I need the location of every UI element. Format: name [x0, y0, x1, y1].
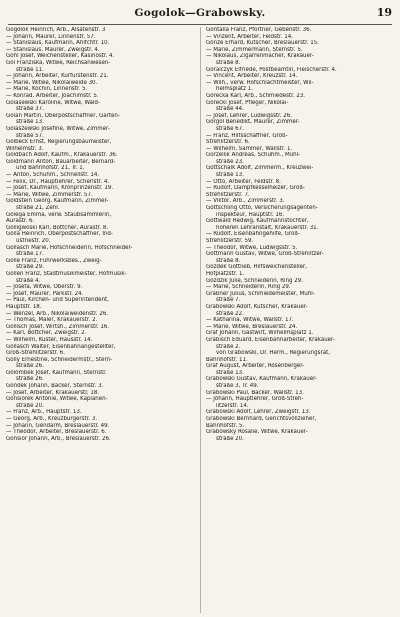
directory-entry-line: Gollasch Walter, Eisenbahnangestellter,: [6, 343, 116, 350]
directory-entry-line: — Wilhelm, Küster, Hausstr. 14.: [6, 336, 93, 343]
directory-entry-line: Gottmann Gustav, Witwe, Groß-Strehlitzer-: [206, 251, 324, 258]
directory-entry-line: — Felix, Dr., Hauptlehrer, Scherlstr. 4.: [6, 178, 110, 185]
directory-entry-line: — Franz, Hilfsschaffner, Groß-: [206, 132, 288, 139]
header-title: Gogolok—Grabowsky.: [134, 7, 266, 19]
directory-entry-line: Graf August, Arbeiter, Rosenberger-: [206, 363, 305, 370]
directory-entry-line: straße 44.: [216, 106, 244, 113]
directory-entry-line: Gontalla Franz, Pförtner, Gebenstr. 36.: [206, 27, 312, 33]
header-rule: [8, 24, 392, 25]
directory-entry-line: und Bahnhofstr. 21, Tr. 1.: [16, 165, 85, 172]
directory-entry-line: Bahnhofstr. 5.: [206, 422, 245, 429]
directory-entry-line: Grabowski Bernhard, Gerichtsvollzieher,: [206, 416, 317, 423]
directory-entry-line: straße 23.: [216, 158, 244, 165]
page-number: 19: [376, 6, 392, 19]
directory-entry-line: straße 17.: [16, 251, 44, 258]
directory-entry-line: Gozdek Gottlieb, Hilfsweichensteller,: [206, 264, 308, 271]
directory-entry-line: Strehlitzerstr. 6.: [206, 139, 250, 146]
directory-entry-line: — Anton, Schuhm., Schnellstr. 14.: [6, 172, 100, 179]
directory-entry-line: straße 4.: [16, 277, 41, 284]
directory-entry-line: — Paul, Kirchen- und Superintendent,: [6, 297, 109, 304]
directory-entry-line: — Marie, Witwe, Zimmerstr. 57.: [6, 191, 93, 198]
directory-entry-line: Grabowski Adolf, Lehrer, Zweigstr. 13.: [206, 409, 311, 416]
directory-entry-line: — Josef, Lehrer, Ludwigsstr. 26.: [206, 112, 292, 119]
directory-entry-line: — Marie, Witwe, Nikolaiweide 30.: [6, 79, 98, 86]
directory-entry-line: straße 13.: [216, 369, 244, 376]
directory-entry-line: straße 8.: [216, 257, 241, 264]
directory-entry-line: straße 7.: [216, 297, 241, 304]
directory-entry-line: Strehlitzerstr. 59.: [206, 238, 254, 244]
directory-entry-line: — Vinzent, Arbeiter, Feldstr. 14.: [206, 33, 293, 40]
directory-entry-line: — Marie, Schneiderin, Ring 29.: [206, 284, 291, 291]
directory-entry-line: ustriestr. 20.: [16, 238, 51, 244]
directory-entry-line: Golbeck Ernst, Regierungsbaumeister,: [6, 139, 112, 146]
directory-entry-line: — Theodor, Arbeiter, Breslauerstr. 6.: [6, 429, 107, 436]
directory-entry-line: Wilhelmstr. 3.: [6, 145, 44, 152]
directory-entry-line: straße 13.: [216, 172, 244, 179]
directory-entry-line: Gorecki Josef, Pfleger, Nikolai-: [206, 99, 289, 106]
directory-entry-line: straße 57.: [16, 132, 44, 139]
directory-entry-line: Gorzellik Andreas, Schuhm., Mühl-: [206, 152, 301, 159]
directory-entry-line: Gottschling Otto, Versicherungsagenten-: [206, 205, 318, 212]
directory-entry-line: — Wilhelm, Sämmer, Wallstr. 1.: [206, 145, 293, 152]
directory-entry-line: Hauptstr. 18.: [6, 303, 42, 310]
directory-entry-line: — Stanislaus, Kaufmann, Ahlfchtr. 10.: [6, 40, 110, 47]
directory-entry-line: — Franz, Arb., Hauptstr. 13.: [6, 409, 82, 416]
directory-entry-line: Grabowski Gustav, Kaufmann, Krakauer-: [206, 376, 317, 383]
directory-entry-line: — Theodor, Witwe, Ludwigsstr. 5.: [206, 244, 298, 251]
directory-entry-line: — Marie, Köchin, Linnenstr. 5.: [6, 86, 88, 93]
directory-entry-line: Golly Ernestine, Schneidermstr., Stern-: [6, 356, 113, 363]
directory-entry-line: straße 22.: [216, 310, 244, 317]
left-column: [6, 27, 194, 615]
directory-entry-line: Gogolok Heinrich, Arb., Alsatenstr. 3: [6, 27, 106, 33]
directory-entry-line: — Rudolf, Dampfkesselheizer, Groß-: [206, 185, 305, 192]
directory-entry-line: Golligwoski Karl, Böttcher, Aurastr. 8.: [6, 224, 109, 231]
directory-entry-line: — Wenzel, Arb., Nikolaiweidenstr. 26.: [6, 310, 109, 317]
directory-entry-line: straße 8.: [216, 59, 241, 66]
directory-entry-line: Golle Franz, Fuhrwerksbes., Zweig-: [6, 257, 102, 264]
directory-entry-line: Golega Emma, verw. Staubsammlerin,: [6, 211, 112, 218]
directory-entry-line: — Johann, Arbeiter, Kurfürstenstr. 21.: [6, 73, 109, 80]
directory-entry-line: straße 26.: [16, 363, 44, 370]
directory-entry-line: helmsplatz 1.: [216, 86, 253, 93]
directory-entry-line: Golla Heinrich, Oberpostschaffner, Ind-: [6, 231, 113, 238]
directory-entry-line: Golan Martin, Oberpostschaffner, Garten-: [6, 112, 120, 119]
directory-entry-line: Goldstein Georg, Kaufmann, Zimmer-: [6, 198, 109, 205]
directory-entry-line: Bahnhofstr. 11.: [206, 356, 248, 363]
directory-entry-line: Goralczyk Elfriede, Postbeamtin, Fleischerstr. 4.: [206, 66, 337, 73]
directory-entry-line: Goldbach Adolf, Kaufm., Krakauerstr. 36.: [6, 152, 118, 159]
directory-entry-line: — Nikolaus, Zigarrenmacher, Krakauer-: [206, 53, 314, 60]
directory-entry-line: straße 2.: [216, 343, 241, 350]
directory-entry-line: — Rudolf, Eisenbahngehilfe, Groß-: [206, 231, 300, 238]
directory-entry-line: — Viktor, Arb., Zimmerstr. 3.: [206, 198, 285, 205]
directory-entry-line: Graf Johann, Gastwirt, Wilhelmsplatz 1.: [206, 330, 314, 337]
directory-entry-line: — Stanislaus, Maurer, Zweigstr. 4.: [6, 46, 100, 53]
directory-entry-line: straße 21, Zehl.: [16, 205, 60, 212]
directory-entry-line: höheren Lehranstalt, Krakauerstr. 31.: [216, 224, 319, 231]
directory-entry-line: Gottwald Hedwig, Kaufmannstochter,: [206, 218, 309, 225]
directory-entry-line: straße 20.: [16, 402, 44, 409]
directory-entry-line: Gondek Johann, Bäcker, Sternstr. 3.: [6, 383, 104, 390]
directory-entry-line: — Georg, Arb., Kreuzburgerstr. 3.: [6, 416, 98, 423]
directory-entry-line: Golaszewski Josefine, Witwe, Zimmer-: [6, 125, 110, 132]
directory-entry-line: straße 37.: [16, 106, 44, 113]
directory-entry-line: Gorgol Benedikt, Maurer, Zimmer-: [206, 119, 300, 126]
directory-entry-line: — Otto, Arbeiter, Feldstr. 8.: [206, 178, 281, 185]
directory-entry-line: Gonsiorek Antonie, Witwe, Kaplanen-: [6, 396, 108, 403]
directory-entry-line: Grabner Julius, Schmiedemeister, Mühl-: [206, 290, 315, 297]
directory-entry-line: Gonze Erhard, Kutscher, Breslauerstr. 15.: [206, 40, 319, 47]
directory-entry-line: Groß-Strehlitzerstr. 6.: [6, 350, 65, 357]
directory-entry-line: Golasewski Karoline, Witwe, Wald-: [6, 99, 100, 106]
directory-entry-line: Strehlitzerstr. 7.: [206, 191, 250, 198]
directory-entry-line: Gol Franziska, Witwe, Reichsanwesen-: [6, 59, 111, 66]
directory-entry-line: — Konrad, Arbeiter, Joachimstr. 5.: [6, 92, 99, 99]
right-column: [206, 27, 394, 615]
directory-entry-line: Gollasch Marie, Hofschneiderin, Hofschneider-: [6, 244, 133, 251]
page-header: [6, 4, 394, 26]
directory-entry-line: — Katharina, Witwe, Wallstr. 17.: [206, 317, 294, 324]
directory-entry-line: Gorecka Karl, Arb., Schmiedestr. 23.: [206, 92, 306, 99]
directory-entry-line: Gottschalk Adolf, Zimmerm., Kreuzwei-: [206, 165, 314, 172]
directory-entry-line: Hofplatzstr. 1.: [206, 270, 245, 277]
directory-entry-line: — Josefa, Witwe, Oberstr. 9.: [6, 284, 83, 291]
directory-entry-line: Goldmann Anton, Bauarbeiter, Bernard-: [6, 158, 116, 165]
directory-entry-line: Gohl Josef, Weichensteller, Kasinostr. 4.: [6, 53, 115, 60]
directory-entry-line: von Grabowski, Dr. Herm., Regierungsrat,: [216, 350, 330, 357]
directory-entry-line: straße 11.: [16, 66, 44, 73]
directory-entry-line: straße 20.: [216, 435, 244, 442]
directory-entry-line: straße 29.: [16, 264, 44, 271]
directory-entry-line: straße 13.: [16, 119, 44, 126]
directory-entry-line: Gollen Franz, Stadtmusikmeister, Hofmusik-: [6, 270, 127, 277]
directory-entry-line: Grabowsky Rosalie, Witwe, Krakauer-: [206, 429, 308, 436]
directory-entry-line: — Marie, Zimmermann, Sternstr. 5.: [206, 46, 303, 53]
directory-entry-line: — Josef, Kaufmann, Kronprinzenstr. 19.: [6, 185, 114, 192]
directory-entry-line: — Wilh., verw. Hofschlachtmeister, Wil-: [206, 79, 314, 86]
directory-entry-line: Grabisch Eduard, Eisenbahnarbeiter, Krakauer-: [206, 336, 335, 343]
directory-entry-line: — Josef, Maurer, Parkstr. 24.: [6, 290, 84, 297]
directory-entry-line: — Marie, Witwe, Breslauerstr. 24.: [206, 323, 298, 330]
directory-entry-line: straße 3, Tr. 49.: [216, 383, 259, 390]
directory-entry-line: — Johann, Hauptlehrer, Groß-Streh-: [206, 396, 304, 403]
directory-entry-line: — Vincent, Arbeiter, Kreuzstr. 14.: [206, 73, 298, 80]
directory-entry-line: Gonsior Johann, Arb., Breslauerstr. 26.: [6, 435, 111, 442]
column-divider: [200, 27, 201, 613]
directory-entry-line: litzerstr. 14.: [216, 402, 249, 409]
directory-entry-line: — Johann, Maurer, Linnenstr. 57.: [6, 33, 96, 40]
directory-entry-line: Aurastr. 6.: [6, 218, 35, 225]
directory-entry-line: — Thomas, Maler, Krakauerstr. 2.: [6, 317, 98, 324]
directory-entry-line: Grabowski Paul, Bäcker, Wallstr. 13.: [206, 389, 304, 396]
directory-entry-line: inspekteur, Hauptstr. 16.: [216, 211, 285, 218]
directory-entry-line: Gollisch Josef, Wirtsh., Zimmerstr. 16.: [6, 323, 110, 330]
directory-entry-line: — Johann, Gendarm, Breslauerstr. 49.: [6, 422, 110, 429]
directory-entry-line: — Josef, Arbeiter, Krakauerstr. 18.: [6, 389, 100, 396]
directory-entry-line: — Karl, Böttcher, Zweigstr. 2.: [6, 330, 87, 337]
directory-entry-line: straße 26.: [16, 376, 44, 383]
directory-entry-line: Grabowski Adolf, Kutscher, Krakauer-: [206, 303, 308, 310]
directory-entry-line: Golombek Josef, Kaufmann, Sternstr.: [6, 369, 107, 376]
directory-entry-line: straße 67.: [216, 125, 244, 132]
directory-entry-line: Gozdzik Julie, Schneiderin, Ring 29.: [206, 277, 303, 284]
